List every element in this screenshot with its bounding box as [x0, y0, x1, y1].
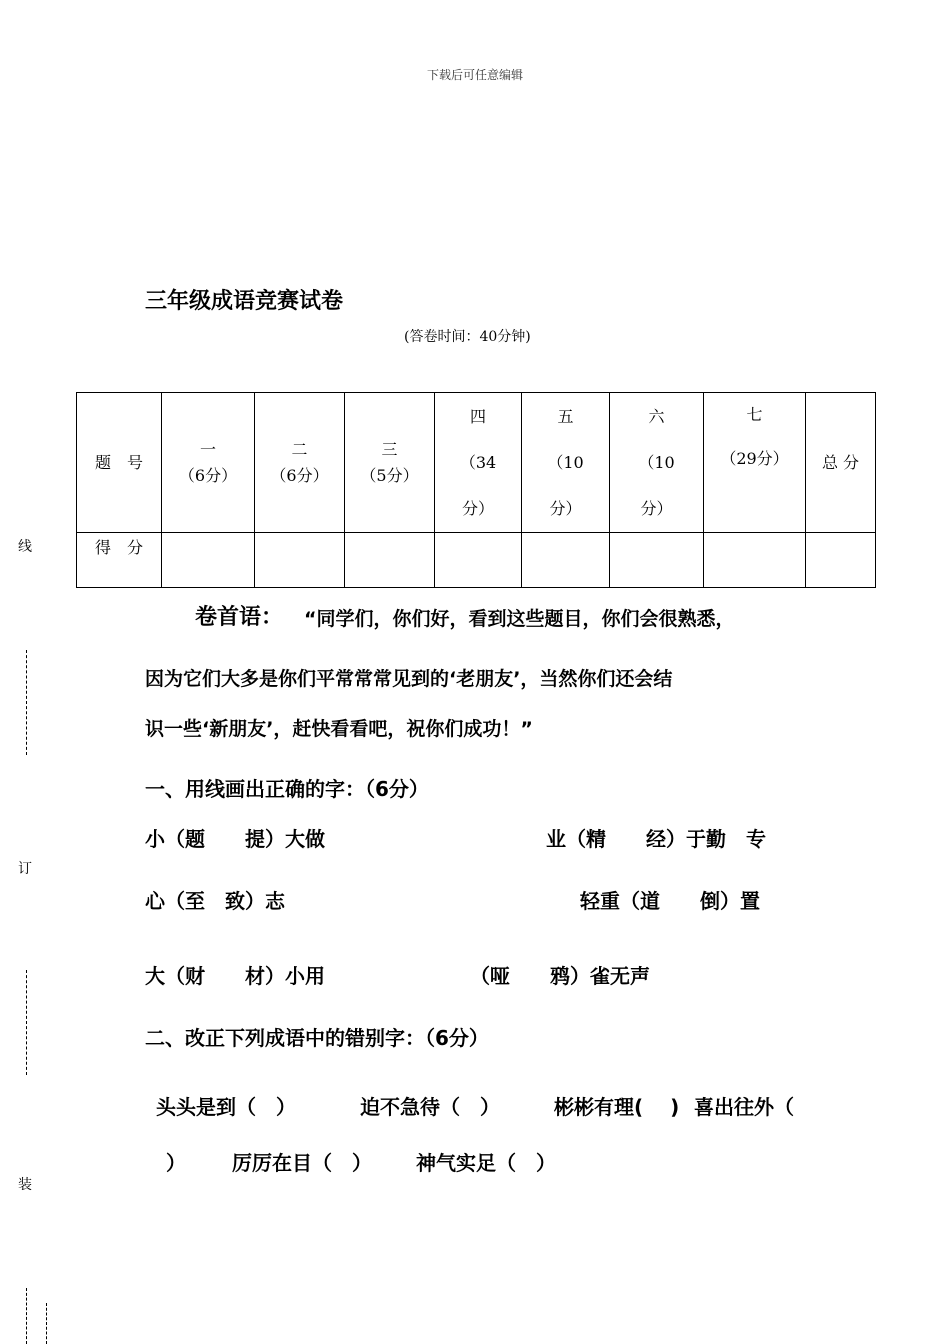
header-note: 下载后可任意编辑 [426, 68, 523, 82]
col-q2 [255, 393, 345, 533]
col-q5 [522, 393, 610, 533]
col-q6 [610, 393, 704, 533]
col-q6-num: 六 [648, 406, 665, 426]
col-q2-pts: （6分） [270, 465, 329, 485]
q1-item-2: 业（精 经）于勤 专 [546, 827, 766, 851]
score-cell-q5[interactable] [522, 533, 610, 588]
col-q1-pts: （6分） [178, 465, 238, 485]
preface-line-3: 识一些‘新朋友’，赶快看看吧，祝你们成功！” [145, 718, 533, 740]
binding-mark-xian: 线 [18, 539, 32, 555]
preface-line-1: “同学们，你们好，看到这些题目，你们会很熟悉， [304, 608, 735, 630]
binding-dash-line [26, 650, 27, 755]
preface-label: 卷首语： [195, 605, 284, 630]
q1-heading: 一、用线画出正确的字：（6分） [145, 777, 429, 801]
score-table-score-row [77, 533, 876, 588]
col-q7-pts: （29分） [720, 449, 789, 468]
q1-item-6: （哑 鸦）雀无声 [470, 964, 650, 988]
col-q5-pts-2: 分） [549, 498, 582, 518]
score-cell-q2[interactable] [255, 533, 345, 588]
score-cell-q1[interactable] [162, 533, 255, 588]
page-title: 三年级成语竞赛试卷 [145, 289, 344, 314]
score-table-header-row [77, 393, 876, 533]
row-label-question-number: 题 号 [77, 393, 162, 533]
col-q3-pts: （5分） [360, 465, 419, 485]
q2-item-1: 头头是到（ ） [156, 1095, 296, 1119]
q2-item-4-cont: ） [166, 1151, 186, 1175]
q2-item-6: 神气实足（ ） [416, 1151, 556, 1175]
score-cell-q4[interactable] [435, 533, 522, 588]
q1-item-3: 心（至 致）志 [145, 889, 285, 913]
preface-line-2: 因为它们大多是你们平常常常见到的‘老朋友’，当然你们还会结 [145, 668, 673, 690]
binding-dash-line [26, 1288, 27, 1344]
q1-item-5: 大（财 材）小用 [145, 964, 325, 988]
col-q3-num: 三 [381, 439, 398, 459]
col-q1 [162, 393, 255, 533]
score-cell-q7[interactable] [704, 533, 806, 588]
score-cell-q6[interactable] [610, 533, 704, 588]
score-cell-q3[interactable] [345, 533, 435, 588]
q2-item-2: 迫不急待（ ） [360, 1095, 500, 1119]
col-q4-pts-2: 分） [461, 498, 494, 518]
q2-item-5: 厉厉在目（ ） [232, 1151, 372, 1175]
col-q5-num: 五 [557, 406, 574, 426]
col-q4-num: 四 [469, 406, 486, 426]
col-q6-pts: （10 [638, 452, 675, 472]
q2-heading: 二、改正下列成语中的错别字：（6分） [145, 1026, 489, 1050]
binding-dash-line [26, 970, 27, 1075]
q2-item-4: 喜出往外（ [694, 1095, 794, 1119]
col-q1-num: 一 [199, 439, 216, 459]
col-q2-num: 二 [291, 439, 308, 459]
col-q4-pts: （34 [459, 452, 497, 472]
q1-item-4: 轻重（道 倒）置 [580, 889, 760, 913]
col-q4 [435, 393, 522, 533]
binding-mark-ding: 订 [18, 861, 32, 877]
col-q7-num: 七 [746, 405, 763, 424]
col-q6-pts-2: 分） [640, 498, 673, 518]
exam-duration: (答卷时间：40分钟) [404, 329, 531, 345]
q1-item-1: 小（题 提）大做 [145, 827, 325, 851]
binding-mark-zhuang: 装 [18, 1177, 32, 1193]
col-q7 [704, 393, 806, 533]
score-cell-total[interactable] [806, 533, 876, 588]
col-q5-pts: （10 [547, 452, 584, 472]
col-q3 [345, 393, 435, 533]
q2-item-3: 彬彬有理( ) [554, 1095, 680, 1119]
binding-dash-line [46, 1303, 47, 1344]
col-total: 总 分 [806, 393, 876, 533]
row-label-score: 得 分 [77, 533, 162, 588]
score-table [76, 392, 876, 588]
